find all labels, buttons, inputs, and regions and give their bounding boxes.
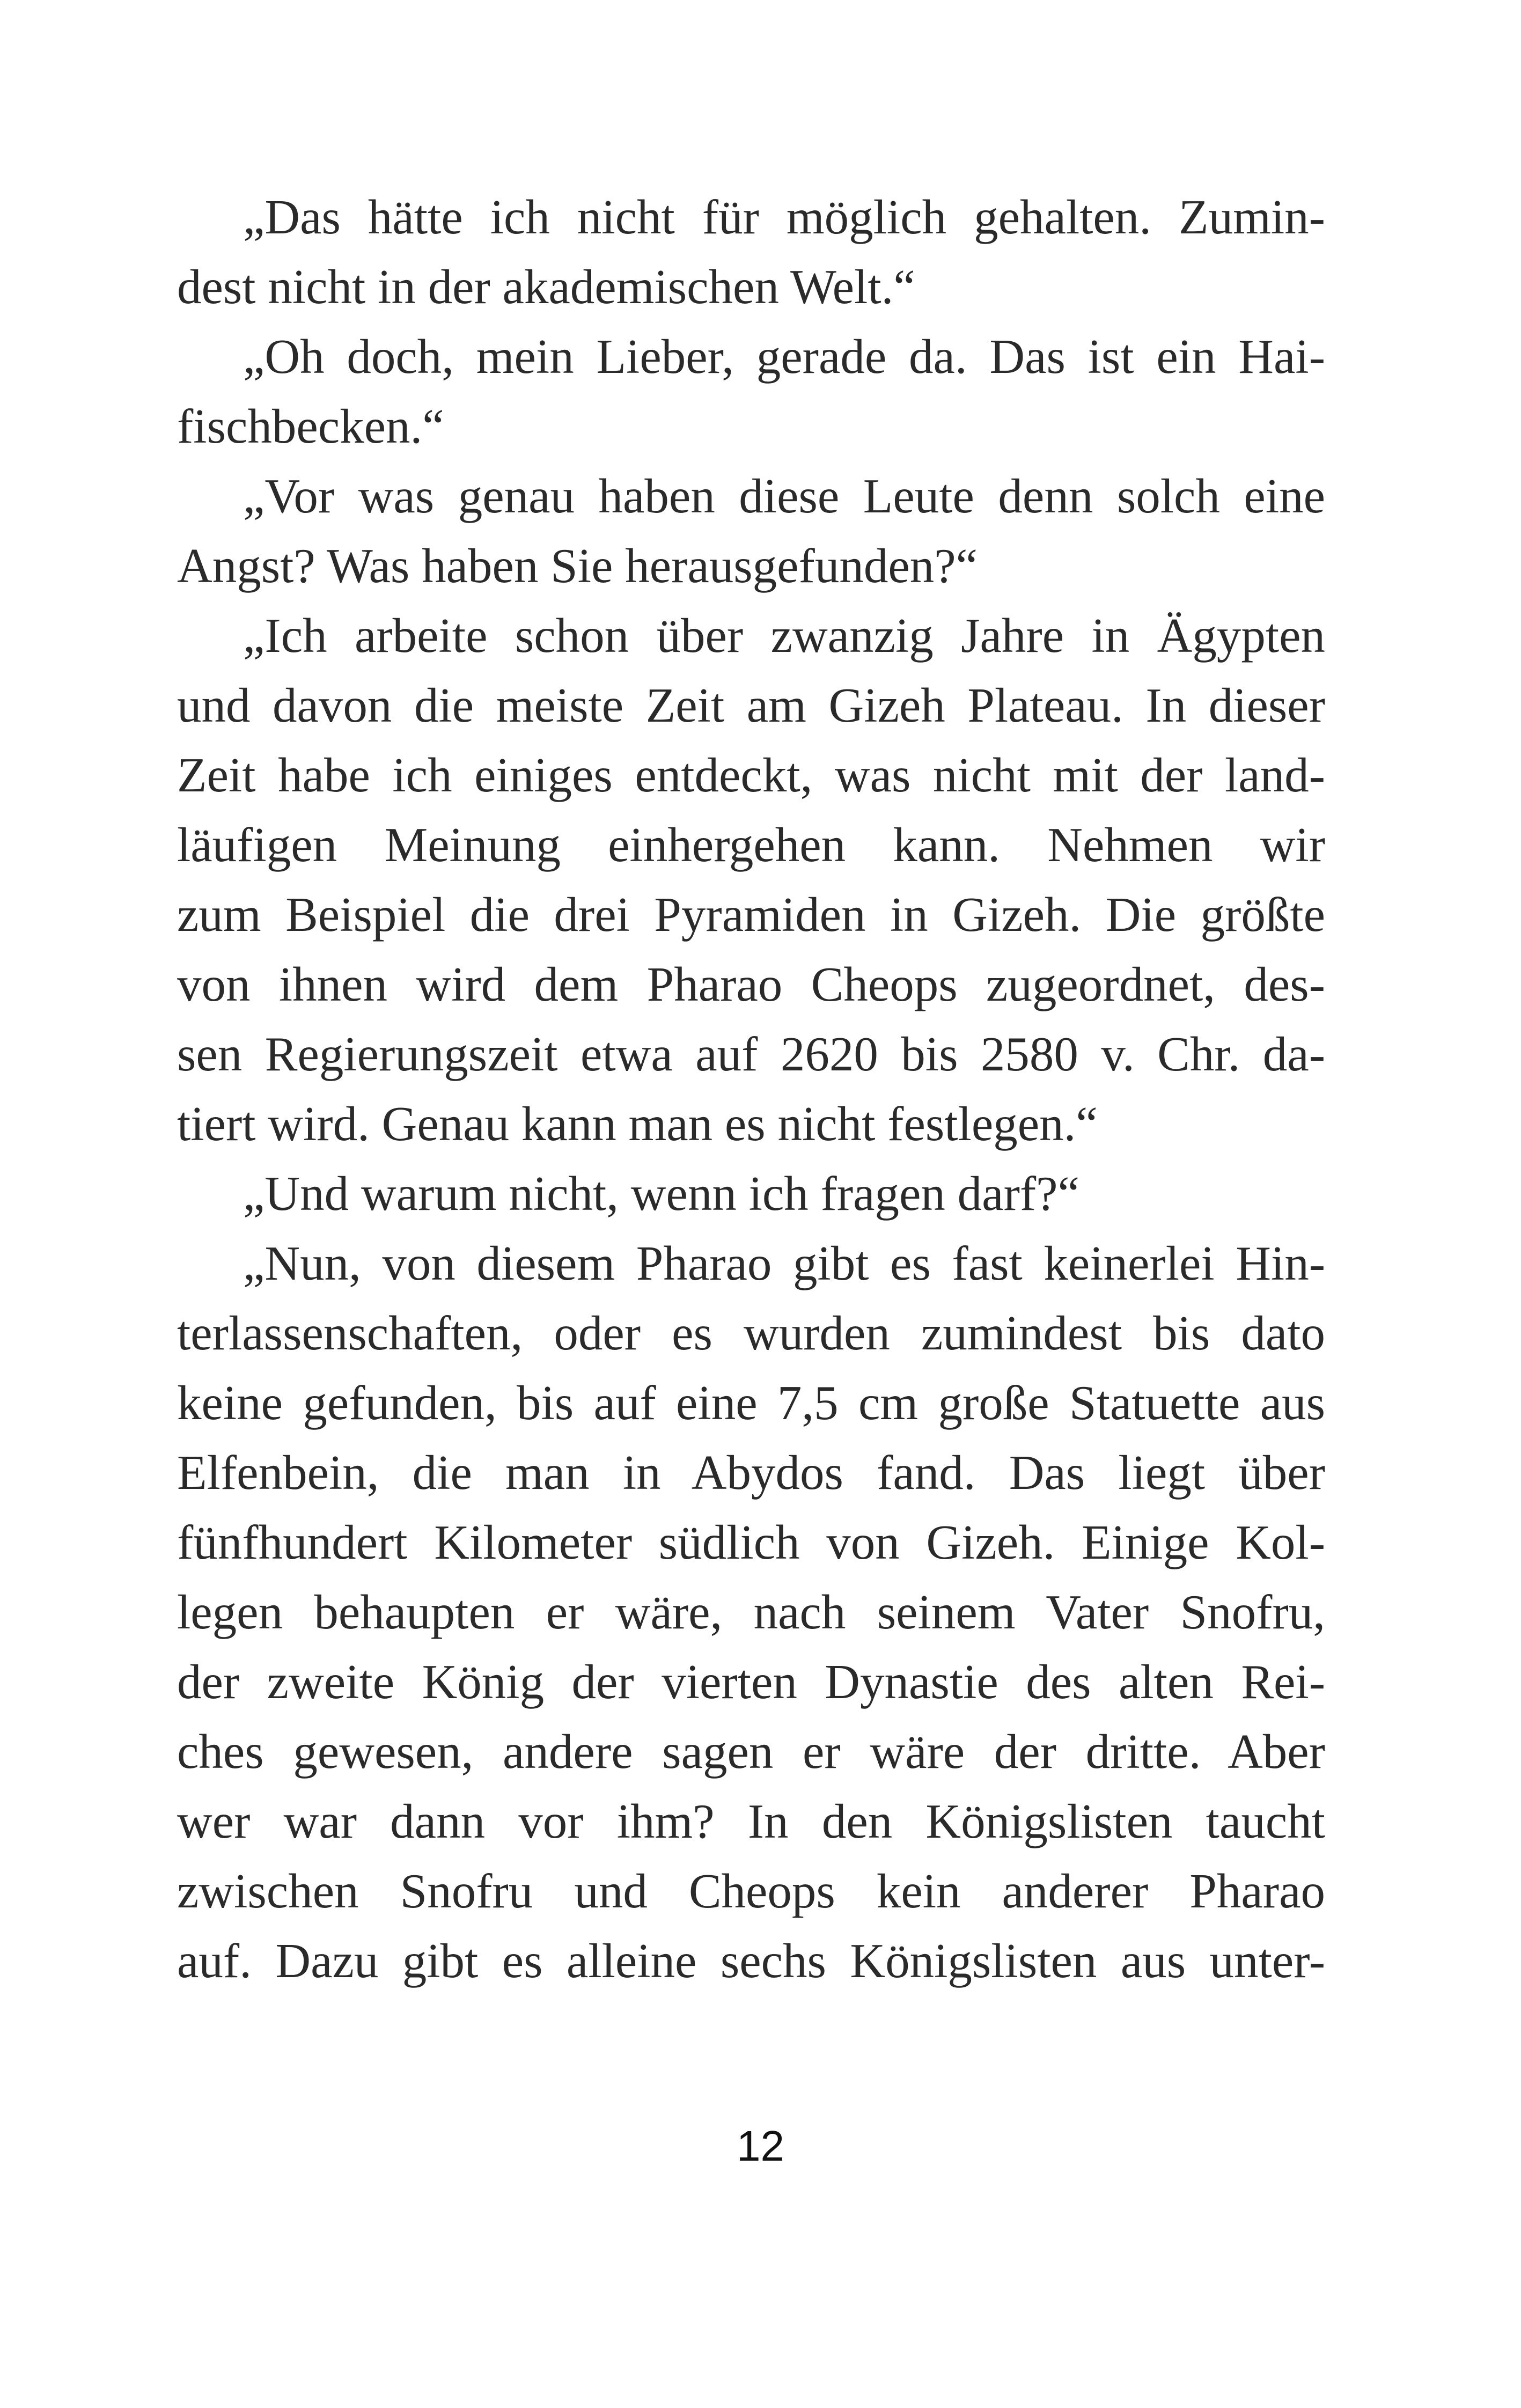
text-line: zwischen Snofru und Cheops kein anderer Pharao: [177, 1864, 1325, 1918]
text-line: Zeit habe ich einiges entdeckt, was nicht mit der land-: [177, 748, 1325, 802]
text-line: und davon die meiste Zeit am Gizeh Plateau. In dieser: [177, 678, 1325, 732]
text-line: keine gefunden, bis auf eine 7,5 cm große Statuette aus: [177, 1376, 1325, 1430]
text-line: zum Beispiel die drei Pyramiden in Gizeh. Die größte: [177, 887, 1325, 942]
text-line: „Nun, von diesem Pharao gibt es fast keinerlei Hin-: [243, 1236, 1325, 1290]
text-line: „Das hätte ich nicht für möglich gehalten. Zumin-: [243, 190, 1325, 244]
text-line: dest nicht in der akademischen Welt.“: [177, 260, 915, 314]
text-line: Angst? Was haben Sie herausgefunden?“: [177, 539, 978, 593]
text-line: wer war dann vor ihm? In den Königslisten taucht: [177, 1794, 1325, 1848]
text-line: fünfhundert Kilometer südlich von Gizeh. Einige Kol-: [177, 1515, 1325, 1569]
body-text: [177, 182, 1325, 1996]
text-line: terlassenschaften, oder es wurden zumindest bis dato: [177, 1306, 1325, 1360]
text-line: legen behaupten er wäre, nach seinem Vater Snofru,: [177, 1585, 1325, 1639]
text-line: der zweite König der vierten Dynastie des alten Rei-: [177, 1655, 1325, 1709]
text-line: „Und warum nicht, wenn ich fragen darf?“: [243, 1166, 1079, 1221]
text-line: von ihnen wird dem Pharao Cheops zugeordnet, des-: [177, 957, 1325, 1011]
text-line: sen Regierungszeit etwa auf 2620 bis 2580 v. Chr. da-: [177, 1027, 1325, 1081]
text-line: ches gewesen, andere sagen er wäre der dritte. Aber: [177, 1724, 1325, 1779]
page-number: 12: [737, 2122, 784, 2170]
text-line: tiert wird. Genau kann man es nicht festlegen.“: [177, 1097, 1098, 1151]
text-line: Elfenbein, die man in Abydos fand. Das liegt über: [177, 1445, 1325, 1500]
text-line: läufigen Meinung einhergehen kann. Nehmen wir: [177, 818, 1325, 872]
text-line: fischbecken.“: [177, 399, 444, 453]
text-line: „Ich arbeite schon über zwanzig Jahre in Ägypten: [243, 608, 1325, 663]
text-line: auf. Dazu gibt es alleine sechs Königslisten aus unter-: [177, 1934, 1325, 1988]
text-line: „Vor was genau haben diese Leute denn solch eine: [243, 469, 1325, 523]
text-line: „Oh doch, mein Lieber, gerade da. Das ist ein Hai-: [243, 329, 1325, 384]
